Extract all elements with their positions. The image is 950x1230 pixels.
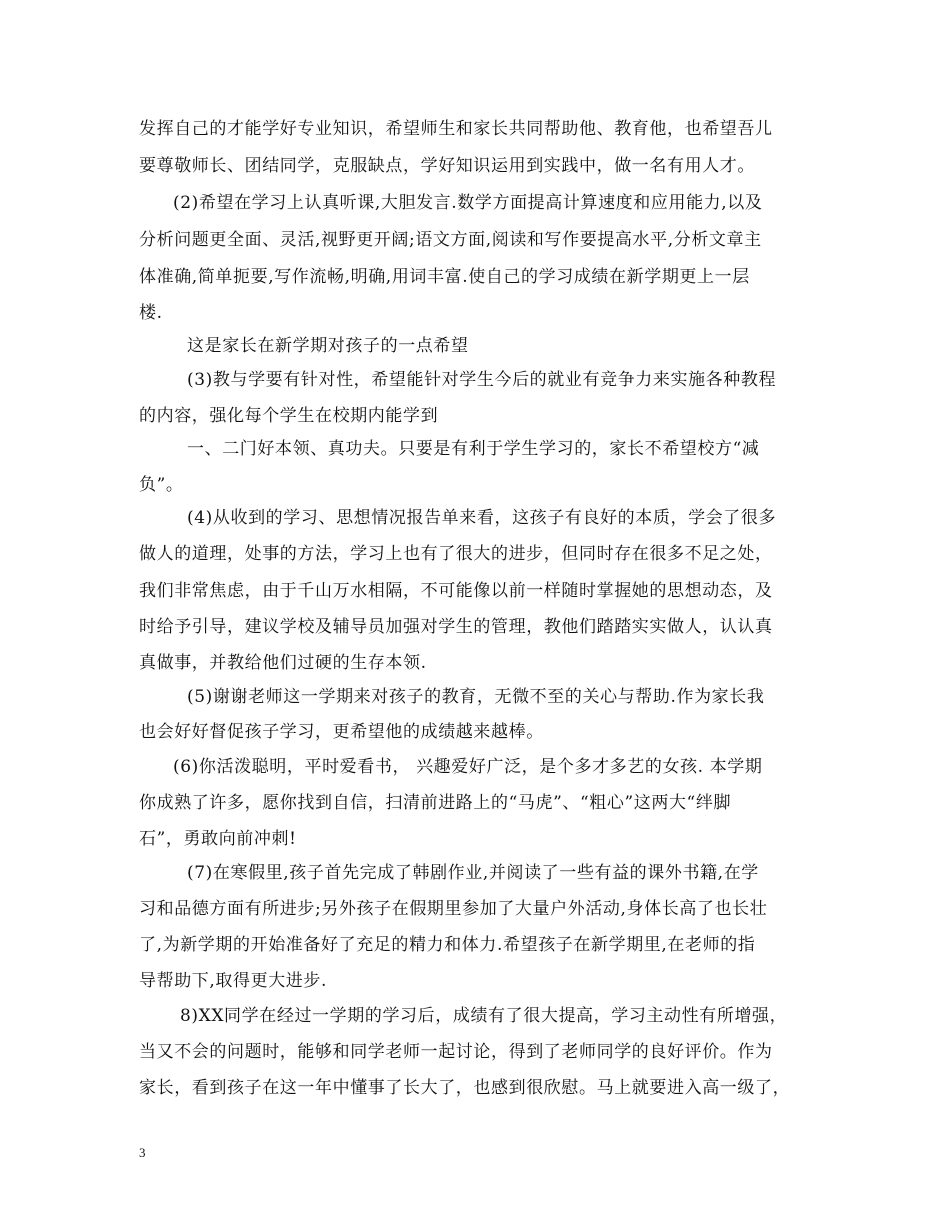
text-line: (6)你活泼聪明，平时爱看书， 兴趣爱好广泛，是个多才多艺的女孩. 本学期 [173, 757, 763, 777]
text-line: (7)在寒假里,孩子首先完成了韩剧作业,并阅读了一些有益的课外书籍,在学 [187, 863, 759, 883]
text-line: 做人的道理，处事的方法，学习上也有了很大的进步，但同时存在很多不足之处， [139, 544, 773, 564]
text-line: 你成熟了许多，愿你找到自信，扫清前进路上的“马虎”、“粗心”这两大“绊脚 [139, 793, 732, 813]
text-line: 一、二门好本领、真功夫。只要是有利于学生学习的，家长不希望校方“减 [187, 439, 760, 459]
text-line: 我们非常焦虑，由于千山万水相隔，不可能像以前一样随时掌握她的思想动态，及 [139, 581, 773, 601]
text-line: 要尊敬师长、团结同学，克服缺点，学好知识运用到实践中，做一名有用人才。 [139, 156, 755, 176]
text-line: 习和品德方面有所进步;另外孩子在假期里参加了大量户外活动,身体长高了也长壮 [139, 899, 768, 919]
text-line: 真做事，并教给他们过硬的生存本领. [139, 653, 427, 673]
text-line: (3)教与学要有针对性，希望能针对学生今后的就业有竞争力来实施各种教程 [187, 370, 777, 390]
text-line: 发挥自己的才能学好专业知识，希望师生和家长共同帮助他、教育他，也希望吾儿 [139, 119, 773, 139]
text-line: 分析问题更全面、灵活,视野更开阔;语文方面,阅读和写作要提高水平,分析文章主 [139, 230, 762, 250]
text-line: 体准确,简单扼要,写作流畅,明确,用词丰富.使自己的学习成绩在新学期更上一层 [139, 267, 750, 287]
text-line: (4)从收到的学习、思想情况报告单来看，这孩子有良好的本质，学会了很多 [187, 508, 777, 528]
text-line: 家长，看到孩子在这一年中懂事了长大了，也感到很欣慰。马上就要进入高一级了， [139, 1078, 791, 1098]
page-number: 3 [139, 1145, 146, 1160]
text-line: 这是家长在新学期对孩子的一点希望 [187, 336, 469, 356]
text-line: 了,为新学期的开始准备好了充足的精力和体力.希望孩子在新学期里,在老师的指 [139, 935, 756, 955]
text-line: 8)XX同学在经过一学期的学习后，成绩有了很大提高，学习主动性有所增强， [180, 1006, 788, 1026]
text-line: 导帮助下,取得更大进步. [139, 971, 328, 991]
text-line: 也会好好督促孩子学习，更希望他的成绩越来越棒。 [139, 722, 544, 742]
text-line: 负”。 [139, 475, 184, 495]
text-line: (2)希望在学习上认真听课,大胆发言.数学方面提高计算速度和应用能力,以及 [173, 193, 763, 213]
text-line: 时给予引导，建议学校及辅导员加强对学生的管理，教他们踏踏实实做人，认认真 [139, 617, 773, 637]
text-line: 楼. [139, 303, 163, 323]
text-line: (5)谢谢老师这一学期来对孩子的教育，无微不至的关心与帮助.作为家长我 [187, 687, 765, 707]
text-line: 当又不会的问题时，能够和同学老师一起讨论，得到了老师同学的良好评价。作为 [139, 1042, 773, 1062]
text-line: 的内容，强化每个学生在校期内能学到 [139, 406, 439, 426]
text-line: 石”，勇敢向前冲刺! [139, 829, 297, 849]
